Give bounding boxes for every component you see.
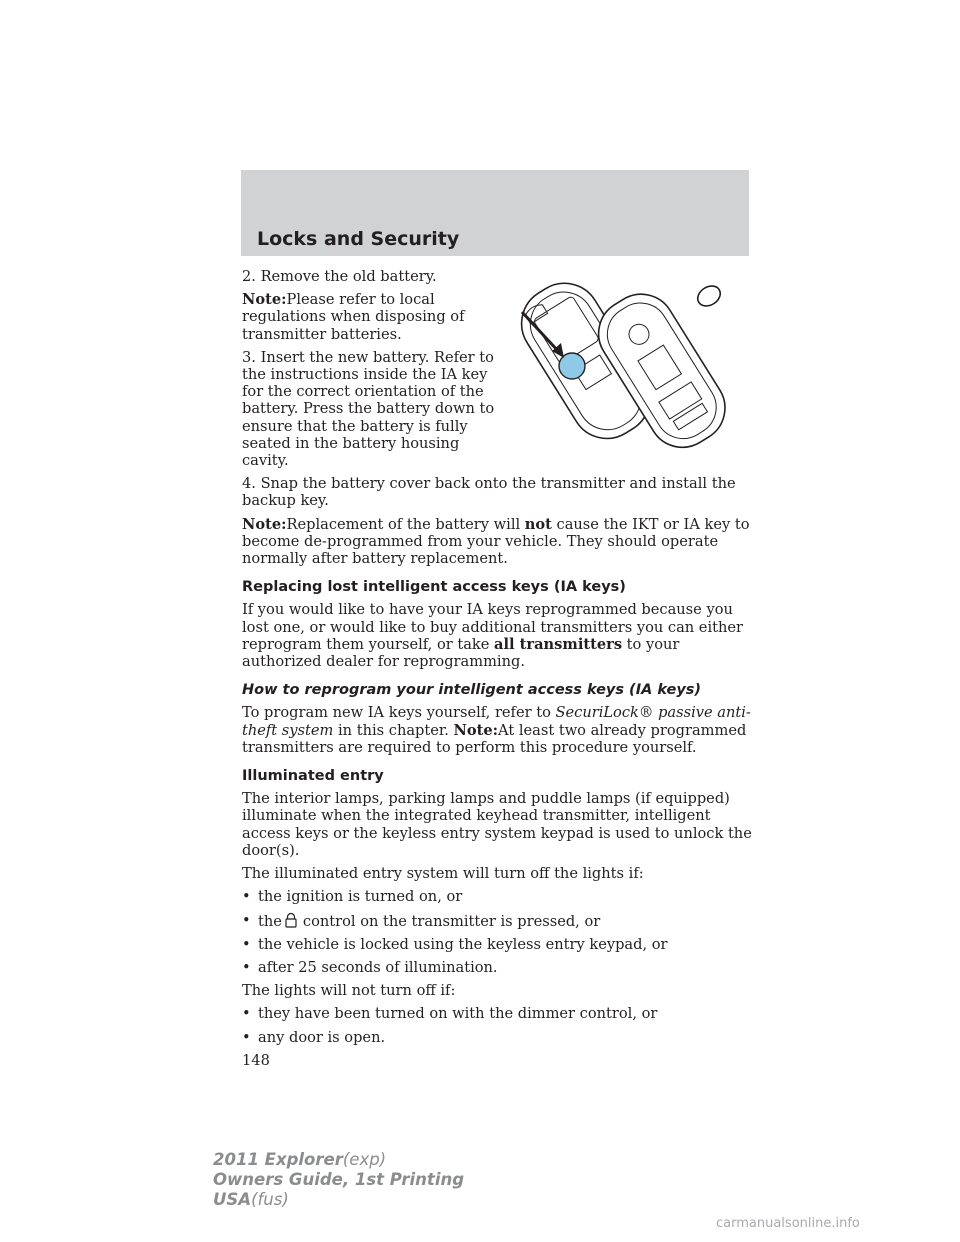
step-3: 3. Insert the new battery. Refer to the instructions inside the IA key for the correct orientation of the battery. Press the battery down to ensure that the battery is fully seated in the battery housing cavity. <box>242 348 495 470</box>
note-disposal: Note:Please refer to local regulations when disposing of transmitter batteries. <box>242 291 465 343</box>
lost-keys-paragraph: If you would like to have your IA keys reprogrammed because you lost one, or would like to buy additional transmitters you can either reprogram them yourself, or take all transmitters to your authorized dealer for reprogramming. <box>242 601 743 671</box>
list-item: • after 25 seconds of illumination. <box>242 958 498 976</box>
heading-lost-keys: Replacing lost intelligent access keys (IA keys) <box>242 579 626 596</box>
turn-on-intro: The lights will not turn off if: <box>242 982 456 1000</box>
list-item: • the ignition is turned on, or <box>242 888 463 906</box>
list-item: • they have been turned on with the dimmer control, or <box>242 1005 658 1023</box>
page-number: 148 <box>242 1051 270 1069</box>
illuminated-paragraph: The interior lamps, parking lamps and puddle lamps (if equipped) illuminate when the integrated keyhead transmitter, intelligent access keys or the keyless entry system keypad is used to unlock the door(s). <box>242 790 752 859</box>
list-item: • the vehicle is locked using the keyless entry keypad, or <box>242 935 668 953</box>
heading-reprogram: How to reprogram your intelligent access keys (IA keys) <box>242 682 702 699</box>
lock-icon <box>283 912 299 928</box>
note-replacement: Note:Replacement of the battery will not cause the IKT or IA key to become de-programmed from your vehicle. They should operate normally after battery replacement. <box>242 515 750 568</box>
section-title: Locks and Security <box>257 228 460 250</box>
step-4: 4. Snap the battery cover back onto the transmitter and install the backup key. <box>242 475 736 510</box>
list-item: • any door is open. <box>242 1028 386 1046</box>
print-footer: 2011 Explorer(exp) Owners Guide, 1st Printing USA(fus) <box>213 1150 465 1209</box>
reprogram-paragraph: To program new IA keys yourself, refer to SecuriLock® passive anti-theft system in this chapter. Note:At least two already programmed transmitters are required to perform this procedure yourself. <box>242 704 751 756</box>
heading-illuminated-entry: Illuminated entry <box>242 768 384 785</box>
watermark: carmanualsonline.info <box>716 1216 860 1231</box>
turn-off-intro: The illuminated entry system will turn off the lights if: <box>242 865 644 883</box>
page-content <box>242 268 752 1069</box>
step-2: 2. Remove the old battery. <box>242 268 437 285</box>
list-item: • the control on the transmitter is pressed, or <box>242 911 601 930</box>
